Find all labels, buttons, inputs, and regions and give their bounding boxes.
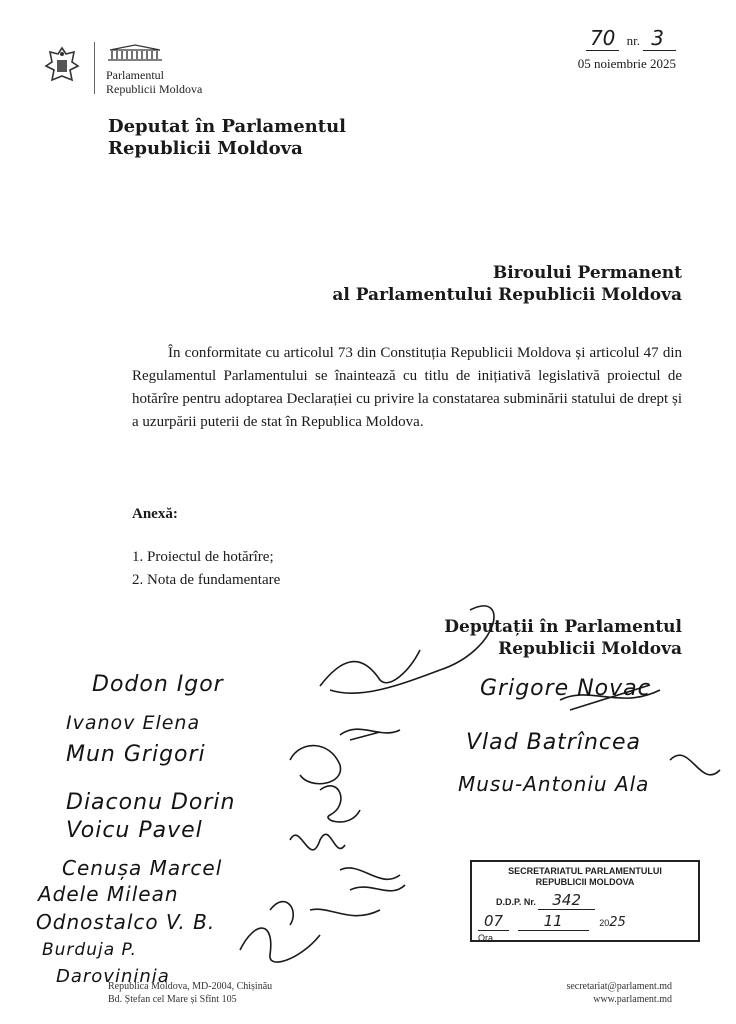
signature-stroke <box>330 606 494 693</box>
signature-stroke <box>670 755 720 775</box>
body-paragraph: În conformitate cu articolul 73 din Constituția Republicii Moldova și articolul 47 din Regulamentul Parlamentului se înaintează cu titlu de inițiativă legislativă proiectul de hotărîre pentru adoptarea Declarației cu privire la constatarea subminării statului de drept și a uzurpării puterii de stat în Republica Moldova. <box>132 345 682 430</box>
signature-name: Darovininia <box>56 966 170 987</box>
signature-stroke <box>290 746 340 784</box>
footer-address <box>108 980 272 1006</box>
annex-item: 1. Proiectul de hotărîre; <box>132 549 274 565</box>
signature-stroke <box>320 650 420 686</box>
stamp-month: 11 <box>518 912 589 931</box>
signature-stroke <box>340 868 405 891</box>
ref-handwritten: 70 <box>586 26 619 51</box>
stamp-year: 25 <box>609 915 626 930</box>
ref-number: 3 <box>643 26 676 51</box>
signature-stroke <box>270 902 380 925</box>
annex-item: 2. Nota de fundamentare <box>132 572 281 588</box>
signature-stroke <box>340 729 400 740</box>
registration-stamp <box>470 860 700 942</box>
signers-title-line1: Deputații în Parlamentul <box>444 617 682 637</box>
signature-name: Musu-Antoniu Ala <box>458 772 650 796</box>
document-date: 05 noiembrie 2025 <box>577 56 676 71</box>
stamp-time-line <box>496 940 666 941</box>
logo-line1: Parlamentul <box>106 68 164 82</box>
signature-name: Diaconu Dorin <box>66 790 236 815</box>
stamp-nr-label: D.D.P. Nr. <box>496 897 536 907</box>
sender-block <box>108 116 346 160</box>
signature-name: Burduja P. <box>42 940 137 960</box>
stamp-line1: SECRETARIATUL PARLAMENTULUI <box>508 866 662 876</box>
reference-block <box>578 26 676 72</box>
annex-title: Anexă: <box>132 506 178 522</box>
footer-address-line1: Republica Moldova, MD-2004, Chișinău <box>108 981 273 992</box>
signature-stroke <box>290 834 345 850</box>
signature-name: Grigore Novac <box>480 676 651 701</box>
footer-contacts <box>566 980 672 1006</box>
logo-divider <box>94 42 95 94</box>
annex-list <box>132 546 280 592</box>
stamp-nr-value: 342 <box>538 891 595 910</box>
ref-label: nr. <box>626 33 641 48</box>
logo-line2: Republicii Moldova <box>106 82 203 96</box>
stamp-line2: REPUBLICII MOLDOVA <box>535 877 635 887</box>
signers-title-line2: Republicii Moldova <box>498 639 682 659</box>
signature-name: Adele Milean <box>38 882 179 906</box>
addressee-line2: al Parlamentului Republicii Moldova <box>332 285 682 305</box>
footer-address-line2: Bd. Ștefan cel Mare și Sfînt 105 <box>108 994 237 1005</box>
sender-line2: Republicii Moldova <box>108 138 303 159</box>
stamp-time-label: Ora <box>478 933 494 943</box>
signature-name: Dodon Igor <box>92 672 224 697</box>
signature-name: Vlad Batrîncea <box>466 730 642 755</box>
addressee-line1: Biroului Permanent <box>492 263 682 283</box>
signature-name: Cenușa Marcel <box>62 856 223 880</box>
coat-of-arms-icon <box>44 46 80 86</box>
signature-name: Odnostalco V. B. <box>36 910 216 934</box>
signature-name: Mun Grigori <box>66 742 206 767</box>
signature-stroke <box>240 928 320 962</box>
signature-name: Voicu Pavel <box>66 818 203 843</box>
footer-email[interactable]: secretariat@parlament.md <box>566 981 672 992</box>
sender-line1: Deputat în Parlamentul <box>108 116 347 137</box>
stamp-year-prefix: 20 <box>599 918 610 928</box>
signature-stroke <box>320 786 360 822</box>
parliament-logo <box>44 42 224 98</box>
logo-institution-name <box>106 68 202 96</box>
stamp-day: 07 <box>478 912 509 931</box>
parliament-building-icon <box>106 44 164 62</box>
footer-website[interactable]: www.parlament.md <box>593 994 672 1005</box>
addressee-block <box>332 262 682 306</box>
signature-name: Ivanov Elena <box>66 712 201 734</box>
